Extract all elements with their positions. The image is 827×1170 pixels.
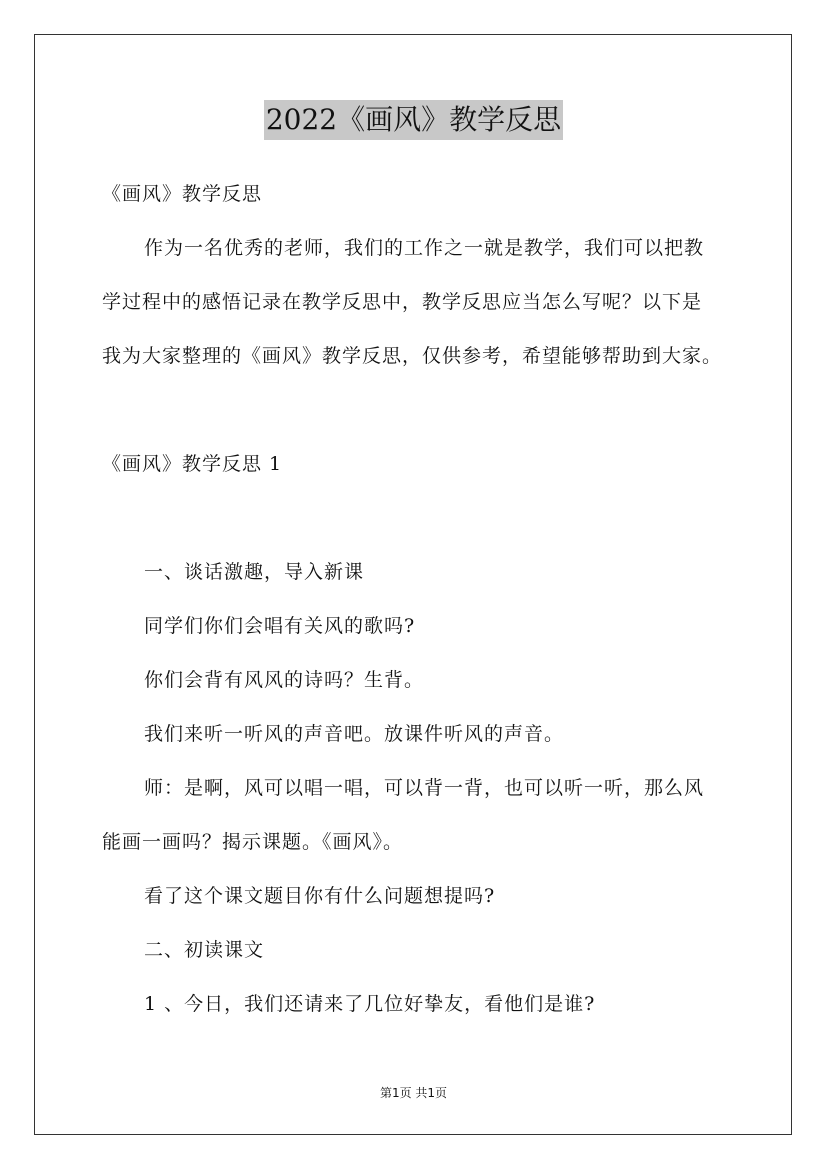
body-line-1: 一、谈话激趣，导入新课 <box>144 561 365 583</box>
body-line-7: 看了这个课文题目你有什么问题想提吗? <box>144 885 496 907</box>
page-footer: 第1页 共1页 <box>379 1086 448 1100</box>
section-heading: 《画风》教学反思 1 <box>102 453 283 475</box>
body-line-4: 我们来听一听风的声音吧。放课件听风的声音。 <box>144 723 565 745</box>
title-container <box>0 100 827 140</box>
body-line-2: 同学们你们会唱有关风的歌吗? <box>144 615 416 637</box>
intro-line-3: 我为大家整理的《画风》教学反思，仅供参考，希望能够帮助到大家。 <box>102 345 723 367</box>
intro-line-1: 作为一名优秀的老师，我们的工作之一就是教学，我们可以把教 <box>144 237 705 259</box>
document-title: 2022《画风》教学反思 <box>264 100 563 140</box>
body-line-8: 二、初读课文 <box>144 939 265 961</box>
body-line-6: 能画一画吗？揭示课题。《画风》。 <box>102 831 404 853</box>
intro-line-2: 学过程中的感悟记录在教学反思中，教学反思应当怎么写呢？以下是 <box>102 291 703 313</box>
body-line-3: 你们会背有风风的诗吗？生背。 <box>144 669 425 691</box>
body-line-5: 师：是啊，风可以唱一唱，可以背一背，也可以听一听，那么风 <box>144 777 705 799</box>
body-line-9: 1 、今日，我们还请来了几位好挚友，看他们是谁? <box>144 993 596 1015</box>
document-subtitle: 《画风》教学反思 <box>102 183 263 205</box>
